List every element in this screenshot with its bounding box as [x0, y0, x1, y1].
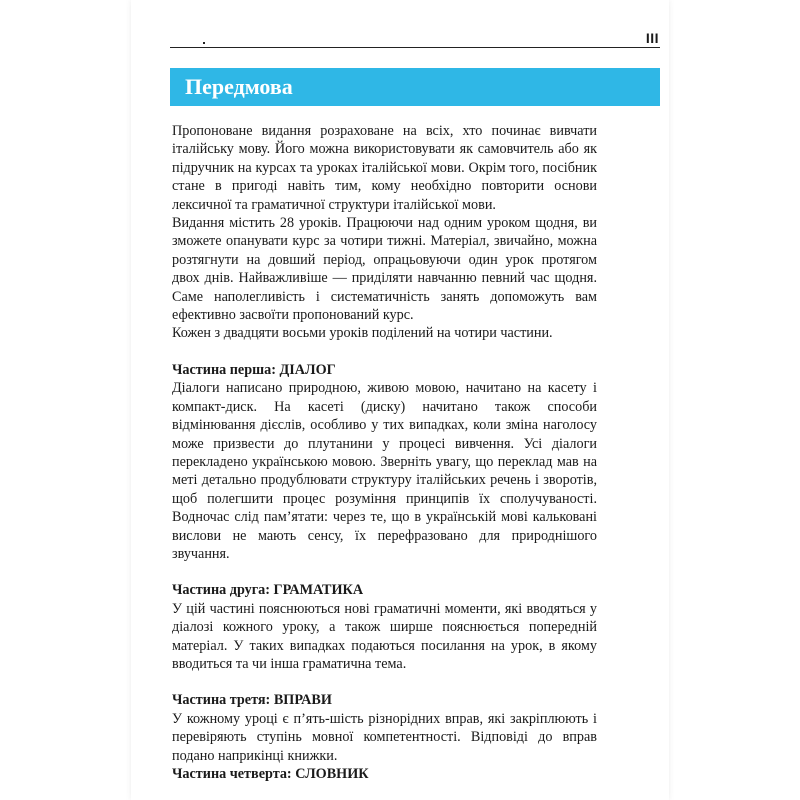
section-heading-exercises: Частина третя: ВПРАВИ [172, 692, 332, 709]
section-heading-dialog: Частина перша: ДІАЛОГ [172, 361, 336, 378]
page-number: III [645, 30, 659, 46]
intro-paragraph-3: Кожен з двадцяти восьми уроків поділений на чотири частини. [172, 325, 553, 342]
section-heading-vocabulary: Частина четверта: СЛОВНИК [172, 766, 369, 782]
header-mark [203, 42, 205, 44]
section-heading-grammar: Частина друга: ГРАМАТИКА [172, 582, 364, 599]
title-banner [170, 68, 660, 106]
page-title: Передмова [185, 74, 293, 99]
intro-paragraph-2: Видання містить 28 уроків. Працюючи над одним уроком щодня, ви зможете опанувати курс за чотири тижні. Матеріал, звичайно, можна розтягнути на довший період, опрацьовуючи один урок протягом двох днів. Найважливіше — приділяти навчанню певний час щодня. Саме наполегливість і систематичність занять допоможуть вам ефективно засвоїти пропонований курс. [172, 215, 597, 324]
section-text-dialog: Діалоги написано природною, живою мовою, начитано на касету і компакт-диск. На касеті (диску) начитано також способи відмінювання дієслів, особливо у тих випадках, коли зміна наголосу може призвести до плутанини у процесі вивчення. Усі діалоги перекладено українською мовою. Зверніть увагу, що переклад мав на меті детально продублювати структуру італійських речень і зворотів, щоб полегшити процес розуміння принципів їх сполучуваності. Водночас слід пам’ятати: через те, що в українській мові кальковані вислови не мають сенсу, їх перефразовано для природнішого звучання. [172, 380, 597, 562]
section-text-exercises: У кожному уроці є п’ять-шість різнорідних вправ, які закріплюють і перевіряють ступінь мовної компетентності. Відповіді до вправ подано наприкінці книжки. [172, 710, 597, 764]
intro-paragraph-1: Пропоноване видання розраховане на всіх, хто починає вивчати італійську мову. Його можна використовувати як самовчитель або як підручник на курсах та уроках італійської мови. Окрім того, посібник стане в пригоді навіть тим, кому необхідно повторити основи лексичної та граматичної структури італійської мови. [172, 123, 597, 213]
header-rule [170, 47, 660, 48]
section-text-grammar: У цій частині пояснюються нові граматичні моменти, які вводяться у діалозі кожного уроку, а також ширше пояснюється попередній матеріал. У таких випадках подаються посилання на урок, в якому вводиться та чи інша граматична тема. [172, 600, 597, 672]
document-body [172, 122, 597, 783]
